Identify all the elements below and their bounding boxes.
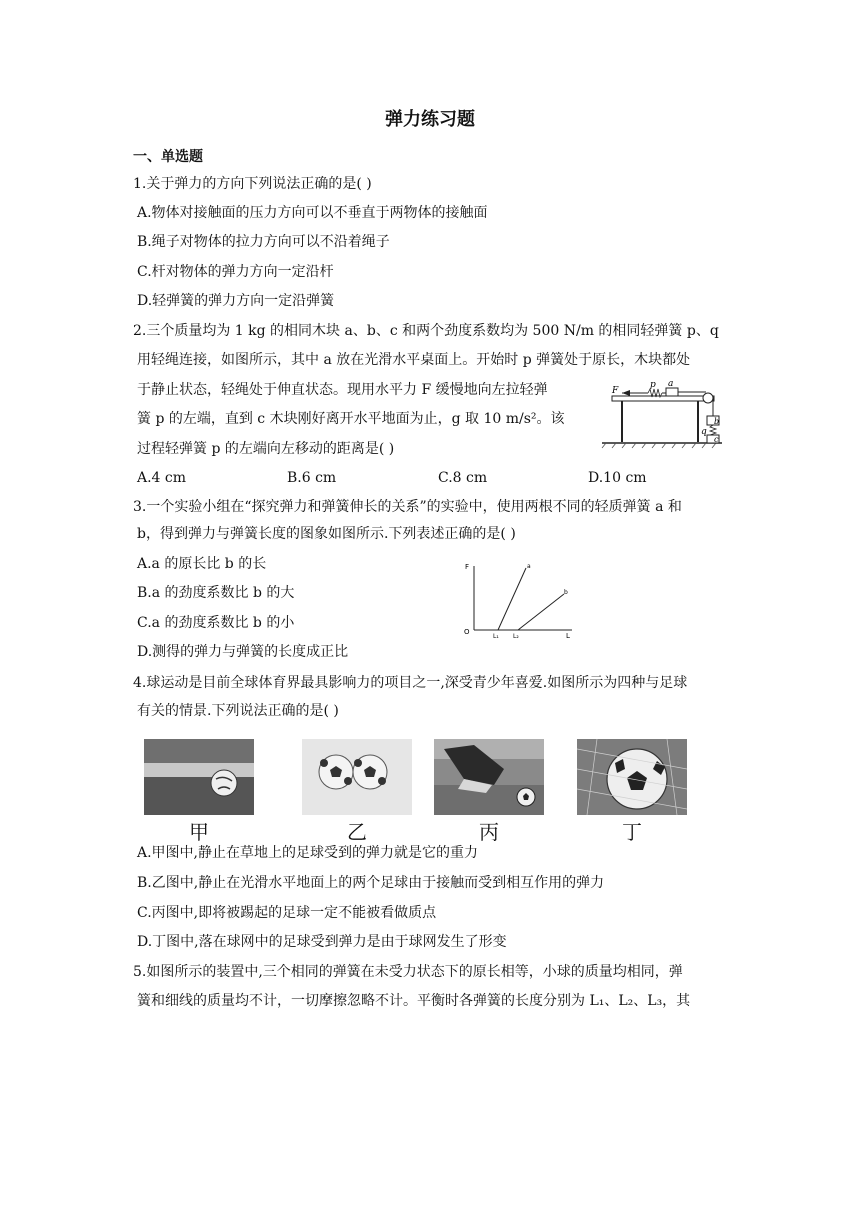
photo-label-yi: 乙	[347, 820, 367, 844]
q2-option-d: D.10 cm	[588, 470, 647, 486]
q4-option-b: B.乙图中,静止在光滑水平地面上的两个足球由于接触而受到相互作用的弹力	[137, 875, 605, 891]
q2-line-3: 于静止状态，轻绳处于伸直状态。现用水平力 F 缓慢地向左拉轻弹	[137, 382, 548, 398]
q2-apparatus-figure	[598, 378, 726, 450]
q4-option-d: D.丁图中,落在球网中的足球受到弹力是由于球网发生了形变	[137, 934, 507, 950]
q4-option-c: C.丙图中,即将被踢起的足球一定不能被看做质点	[137, 905, 437, 921]
label-p: p	[650, 380, 656, 390]
page-title: 弹力练习题	[385, 109, 475, 130]
q1-option-d: D.轻弹簧的弹力方向一定沿弹簧	[137, 293, 335, 309]
label-a: a	[668, 379, 674, 389]
photo-label-jia: 甲	[189, 820, 209, 844]
q5-line-2: 簧和细线的质量均不计，一切摩擦忽略不计。平衡时各弹簧的长度分别为 L₁、L₂、L₃，其	[137, 993, 691, 1009]
photo-jia	[144, 739, 254, 815]
q1-option-b: B.绳子对物体的拉力方向可以不沿着绳子	[137, 234, 390, 250]
photo-label-ding: 丁	[622, 820, 642, 844]
q3-force-length-graph	[460, 558, 580, 642]
q3-line-2: b，得到弹力与弹簧长度的图象如图所示.下列表述正确的是( )	[137, 526, 516, 542]
q3-option-b: B.a 的劲度系数比 b 的大	[137, 585, 295, 601]
label-q: q	[701, 427, 707, 437]
photo-yi	[302, 739, 412, 815]
graph-tick-l2: L₂	[513, 633, 519, 640]
graph-line-a-label: a	[527, 563, 531, 570]
q3-line-1: 3.一个实验小组在“探究弹力和弹簧伸长的关系”的实验中，使用两根不同的轻质弹簧 a 和	[133, 499, 682, 515]
photo-bing	[434, 739, 544, 815]
photo-label-bing: 丙	[479, 820, 499, 844]
q3-option-c: C.a 的劲度系数比 b 的小	[137, 615, 295, 631]
graph-x-axis-label: L	[566, 632, 570, 640]
q2-line-2: 用轻绳连接，如图所示，其中 a 放在光滑水平桌面上。开始时 p 弹簧处于原长，木块都处	[137, 352, 691, 368]
graph-tick-l1: L₁	[493, 633, 499, 640]
q1-option-a: A.物体对接触面的压力方向可以不垂直于两物体的接触面	[137, 205, 488, 221]
q2-option-b: B.6 cm	[287, 470, 337, 486]
graph-y-axis-label: F	[465, 563, 470, 571]
q2-line-4: 簧 p 的左端，直到 c 木块刚好离开水平地面为止，g 取 10 m/s²。该	[137, 411, 565, 427]
label-b: b	[714, 417, 720, 426]
graph-line-b-label: b	[564, 589, 568, 596]
q3-option-d: D.测得的弹力与弹簧的长度成正比	[137, 644, 349, 660]
graph-origin-label: O	[464, 628, 470, 636]
q2-line-1: 2.三个质量均为 1 kg 的相同木块 a、b、c 和两个劲度系数均为 500 N/m 的相同轻弹簧 p、q	[133, 323, 719, 339]
q1-stem: 1.关于弹力的方向下列说法正确的是( )	[133, 176, 372, 192]
q2-option-a: A.4 cm	[137, 470, 187, 486]
q1-option-c: C.杆对物体的弹力方向一定沿杆	[137, 264, 334, 280]
q4-line-1: 4.球运动是目前全球体育界最具影响力的项目之一,深受青少年喜爱.如图所示为四种与足球	[133, 675, 688, 691]
label-c: c	[714, 435, 719, 444]
q4-option-a: A.甲图中,静止在草地上的足球受到的弹力就是它的重力	[137, 845, 479, 861]
section-heading: 一、单选题	[133, 149, 203, 165]
q5-line-1: 5.如图所示的装置中,三个相同的弹簧在未受力状态下的原长相等，小球的质量均相同，弹	[133, 964, 683, 980]
q3-option-a: A.a 的原长比 b 的长	[137, 556, 267, 572]
label-F: F	[612, 386, 619, 396]
q4-line-2: 有关的情景.下列说法正确的是( )	[137, 703, 339, 719]
q2-line-5: 过程轻弹簧 p 的左端向左移动的距离是( )	[137, 441, 395, 457]
photo-ding	[577, 739, 687, 815]
q2-option-c: C.8 cm	[438, 470, 488, 486]
